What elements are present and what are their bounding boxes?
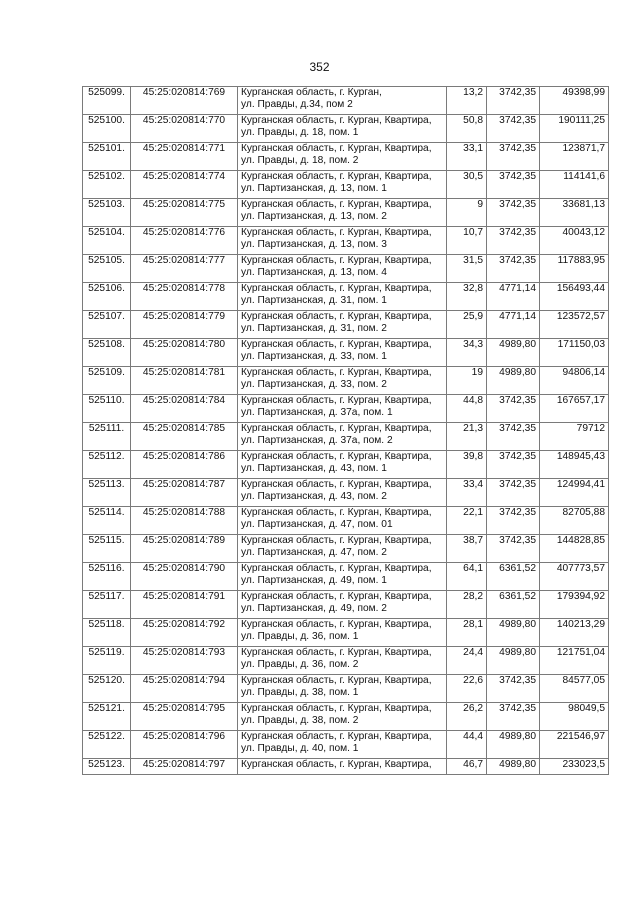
- table-row: [83, 227, 609, 255]
- area-cell: 24,4: [447, 647, 487, 675]
- cadastral-value-cell: 140213,29: [540, 619, 609, 647]
- cadastral-number-cell: 45:25:020814:796: [131, 731, 238, 759]
- rate-cell: 6361,52: [487, 591, 540, 619]
- table-row: [83, 283, 609, 311]
- row-number-cell: 525112.: [83, 451, 131, 479]
- cadastral-value-cell: 79712: [540, 423, 609, 451]
- address-cell: [238, 759, 447, 775]
- table-row: [83, 619, 609, 647]
- area-cell: 44,4: [447, 731, 487, 759]
- address-line-1: Курганская область, г. Курган, Квартира,: [241, 423, 432, 434]
- row-number-cell: 525120.: [83, 675, 131, 703]
- cadastral-number-cell: 45:25:020814:795: [131, 703, 238, 731]
- cadastral-value-cell: 84577,05: [540, 675, 609, 703]
- rate-cell: 3742,35: [487, 479, 540, 507]
- cadastral-number-cell: 45:25:020814:791: [131, 591, 238, 619]
- cadastral-number-cell: 45:25:020814:787: [131, 479, 238, 507]
- table-row: [83, 675, 609, 703]
- cadastral-value-cell: 82705,88: [540, 507, 609, 535]
- address-line-2: ул. Правды, д. 40, пом. 1: [241, 743, 359, 754]
- address-line-1: Курганская область, г. Курган, Квартира,: [241, 535, 432, 546]
- area-cell: 25,9: [447, 311, 487, 339]
- rate-cell: 4771,14: [487, 311, 540, 339]
- area-cell: 33,1: [447, 143, 487, 171]
- cadastral-value-cell: 190111,25: [540, 115, 609, 143]
- rate-cell: 3742,35: [487, 171, 540, 199]
- address-cell: [238, 479, 447, 507]
- cadastral-value-cell: 33681,13: [540, 199, 609, 227]
- cadastral-number-cell: 45:25:020814:770: [131, 115, 238, 143]
- address-line-2: ул. Правды, д. 18, пом. 1: [241, 127, 359, 138]
- area-cell: 32,8: [447, 283, 487, 311]
- address-line-1: Курганская область, г. Курган, Квартира,: [241, 143, 432, 154]
- address-line-2: ул. Партизанская, д. 13, пом. 3: [241, 239, 387, 250]
- rate-cell: 3742,35: [487, 227, 540, 255]
- table-row: [83, 87, 609, 115]
- cadastral-value-cell: 123572,57: [540, 311, 609, 339]
- table-row: [83, 479, 609, 507]
- rate-cell: 3742,35: [487, 115, 540, 143]
- row-number-cell: 525107.: [83, 311, 131, 339]
- address-cell: [238, 591, 447, 619]
- cadastral-value-cell: 144828,85: [540, 535, 609, 563]
- cadastral-number-cell: 45:25:020814:778: [131, 283, 238, 311]
- rate-cell: 4989,80: [487, 731, 540, 759]
- cadastral-number-cell: 45:25:020814:794: [131, 675, 238, 703]
- row-number-cell: 525100.: [83, 115, 131, 143]
- address-line-1: Курганская область, г. Курган, Квартира,: [241, 675, 432, 686]
- rate-cell: 6361,52: [487, 563, 540, 591]
- address-cell: [238, 703, 447, 731]
- rate-cell: 3742,35: [487, 451, 540, 479]
- cadastral-number-cell: 45:25:020814:789: [131, 535, 238, 563]
- row-number-cell: 525108.: [83, 339, 131, 367]
- rate-cell: 4989,80: [487, 367, 540, 395]
- row-number-cell: 525117.: [83, 591, 131, 619]
- row-number-cell: 525105.: [83, 255, 131, 283]
- rate-cell: 3742,35: [487, 143, 540, 171]
- address-cell: [238, 423, 447, 451]
- cadastral-number-cell: 45:25:020814:781: [131, 367, 238, 395]
- address-line-1: Курганская область, г. Курган, Квартира,: [241, 563, 432, 574]
- area-cell: 19: [447, 367, 487, 395]
- row-number-cell: 525111.: [83, 423, 131, 451]
- row-number-cell: 525115.: [83, 535, 131, 563]
- address-cell: [238, 507, 447, 535]
- address-line-2: ул. Правды, д. 18, пом. 2: [241, 155, 359, 166]
- cadastral-value-cell: 40043,12: [540, 227, 609, 255]
- row-number-cell: 525103.: [83, 199, 131, 227]
- table-row: [83, 395, 609, 423]
- cadastral-number-cell: 45:25:020814:771: [131, 143, 238, 171]
- address-line-2: ул. Правды, д. 36, пом. 2: [241, 659, 359, 670]
- cadastral-number-cell: 45:25:020814:790: [131, 563, 238, 591]
- address-cell: [238, 731, 447, 759]
- address-line-1: Курганская область, г. Курган, Квартира,: [241, 731, 432, 742]
- address-line-2: ул. Партизанская, д. 43, пом. 2: [241, 491, 387, 502]
- area-cell: 10,7: [447, 227, 487, 255]
- address-cell: [238, 619, 447, 647]
- address-line-2: ул. Партизанская, д. 33, пом. 2: [241, 379, 387, 390]
- cadastral-number-cell: 45:25:020814:797: [131, 759, 238, 775]
- cadastral-number-cell: 45:25:020814:788: [131, 507, 238, 535]
- address-cell: [238, 451, 447, 479]
- address-line-1: Курганская область, г. Курган, Квартира,: [241, 759, 432, 770]
- table-row: [83, 731, 609, 759]
- address-cell: [238, 563, 447, 591]
- row-number-cell: 525116.: [83, 563, 131, 591]
- address-cell: [238, 227, 447, 255]
- cadastral-number-cell: 45:25:020814:785: [131, 423, 238, 451]
- cadastral-number-cell: 45:25:020814:784: [131, 395, 238, 423]
- address-cell: [238, 367, 447, 395]
- address-line-2: ул. Правды, д. 38, пом. 2: [241, 715, 359, 726]
- table-row: [83, 535, 609, 563]
- cadastral-number-cell: 45:25:020814:792: [131, 619, 238, 647]
- table-body: [83, 87, 609, 775]
- rate-cell: 3742,35: [487, 87, 540, 115]
- row-number-cell: 525099.: [83, 87, 131, 115]
- area-cell: 9: [447, 199, 487, 227]
- rate-cell: 3742,35: [487, 199, 540, 227]
- table-row: [83, 311, 609, 339]
- area-cell: 30,5: [447, 171, 487, 199]
- address-cell: [238, 395, 447, 423]
- area-cell: 28,2: [447, 591, 487, 619]
- table-row: [83, 255, 609, 283]
- cadastral-value-cell: 123871,7: [540, 143, 609, 171]
- cadastral-number-cell: 45:25:020814:777: [131, 255, 238, 283]
- cadastral-value-cell: 221546,97: [540, 731, 609, 759]
- row-number-cell: 525113.: [83, 479, 131, 507]
- address-cell: [238, 87, 447, 115]
- area-cell: 26,2: [447, 703, 487, 731]
- address-line-2: ул. Партизанская, д. 49, пом. 2: [241, 603, 387, 614]
- address-line-1: Курганская область, г. Курган,: [241, 87, 382, 98]
- address-cell: [238, 339, 447, 367]
- page-number: 352: [309, 60, 330, 74]
- address-cell: [238, 171, 447, 199]
- table-row: [83, 759, 609, 775]
- table-row: [83, 507, 609, 535]
- row-number-cell: 525119.: [83, 647, 131, 675]
- address-line-1: Курганская область, г. Курган, Квартира,: [241, 311, 432, 322]
- table-row: [83, 115, 609, 143]
- address-line-2: ул. Партизанская, д. 47, пом. 01: [241, 519, 393, 530]
- area-cell: 50,8: [447, 115, 487, 143]
- address-line-1: Курганская область, г. Курган, Квартира,: [241, 479, 432, 490]
- address-line-1: Курганская область, г. Курган, Квартира,: [241, 227, 432, 238]
- table-row: [83, 143, 609, 171]
- row-number-cell: 525122.: [83, 731, 131, 759]
- rate-cell: 4989,80: [487, 647, 540, 675]
- cadastral-number-cell: 45:25:020814:776: [131, 227, 238, 255]
- address-line-2: ул. Партизанская, д. 31, пом. 1: [241, 295, 387, 306]
- cadastral-number-cell: 45:25:020814:769: [131, 87, 238, 115]
- address-line-1: Курганская область, г. Курган, Квартира,: [241, 339, 432, 350]
- address-line-1: Курганская область, г. Курган, Квартира,: [241, 395, 432, 406]
- row-number-cell: 525118.: [83, 619, 131, 647]
- cadastral-value-cell: 167657,17: [540, 395, 609, 423]
- address-line-2: ул. Партизанская, д. 37а, пом. 1: [241, 407, 393, 418]
- address-cell: [238, 647, 447, 675]
- property-table: [82, 86, 609, 775]
- address-line-2: ул. Правды, д.34, пом 2: [241, 99, 353, 110]
- address-line-1: Курганская область, г. Курган, Квартира,: [241, 283, 432, 294]
- address-line-2: ул. Партизанская, д. 43, пом. 1: [241, 463, 387, 474]
- rate-cell: 4771,14: [487, 283, 540, 311]
- cadastral-number-cell: 45:25:020814:779: [131, 311, 238, 339]
- address-cell: [238, 311, 447, 339]
- area-cell: 31,5: [447, 255, 487, 283]
- row-number-cell: 525121.: [83, 703, 131, 731]
- cadastral-value-cell: 171150,03: [540, 339, 609, 367]
- address-cell: [238, 535, 447, 563]
- cadastral-number-cell: 45:25:020814:774: [131, 171, 238, 199]
- cadastral-value-cell: 124994,41: [540, 479, 609, 507]
- area-cell: 34,3: [447, 339, 487, 367]
- cadastral-value-cell: 114141,6: [540, 171, 609, 199]
- rate-cell: 3742,35: [487, 423, 540, 451]
- rate-cell: 3742,35: [487, 675, 540, 703]
- table-row: [83, 647, 609, 675]
- row-number-cell: 525123.: [83, 759, 131, 775]
- cadastral-value-cell: 179394,92: [540, 591, 609, 619]
- address-cell: [238, 143, 447, 171]
- table-row: [83, 591, 609, 619]
- row-number-cell: 525106.: [83, 283, 131, 311]
- address-line-1: Курганская область, г. Курган, Квартира,: [241, 255, 432, 266]
- area-cell: 13,2: [447, 87, 487, 115]
- cadastral-value-cell: 233023,5: [540, 759, 609, 775]
- address-line-1: Курганская область, г. Курган, Квартира,: [241, 367, 432, 378]
- address-line-1: Курганская область, г. Курган, Квартира,: [241, 451, 432, 462]
- cadastral-value-cell: 121751,04: [540, 647, 609, 675]
- row-number-cell: 525104.: [83, 227, 131, 255]
- rate-cell: 4989,80: [487, 619, 540, 647]
- address-line-2: ул. Правды, д. 36, пом. 1: [241, 631, 359, 642]
- address-cell: [238, 283, 447, 311]
- address-line-2: ул. Правды, д. 38, пом. 1: [241, 687, 359, 698]
- cadastral-value-cell: 98049,5: [540, 703, 609, 731]
- table-row: [83, 199, 609, 227]
- address-cell: [238, 255, 447, 283]
- address-line-2: ул. Партизанская, д. 13, пом. 2: [241, 211, 387, 222]
- address-line-2: ул. Партизанская, д. 31, пом. 2: [241, 323, 387, 334]
- address-line-1: Курганская область, г. Курган, Квартира,: [241, 619, 432, 630]
- address-line-2: ул. Партизанская, д. 33, пом. 1: [241, 351, 387, 362]
- cadastral-number-cell: 45:25:020814:793: [131, 647, 238, 675]
- cadastral-value-cell: 148945,43: [540, 451, 609, 479]
- cadastral-number-cell: 45:25:020814:775: [131, 199, 238, 227]
- rate-cell: 4989,80: [487, 339, 540, 367]
- table-row: [83, 367, 609, 395]
- area-cell: 38,7: [447, 535, 487, 563]
- cadastral-value-cell: 94806,14: [540, 367, 609, 395]
- row-number-cell: 525110.: [83, 395, 131, 423]
- cadastral-value-cell: 49398,99: [540, 87, 609, 115]
- address-cell: [238, 115, 447, 143]
- row-number-cell: 525114.: [83, 507, 131, 535]
- table-row: [83, 451, 609, 479]
- cadastral-number-cell: 45:25:020814:780: [131, 339, 238, 367]
- table-row: [83, 563, 609, 591]
- rate-cell: 3742,35: [487, 703, 540, 731]
- address-line-2: ул. Партизанская, д. 49, пом. 1: [241, 575, 387, 586]
- address-line-2: ул. Партизанская, д. 13, пом. 4: [241, 267, 387, 278]
- rate-cell: 3742,35: [487, 395, 540, 423]
- row-number-cell: 525109.: [83, 367, 131, 395]
- address-line-1: Курганская область, г. Курган, Квартира,: [241, 507, 432, 518]
- address-line-1: Курганская область, г. Курган, Квартира,: [241, 115, 432, 126]
- area-cell: 28,1: [447, 619, 487, 647]
- cadastral-value-cell: 407773,57: [540, 563, 609, 591]
- address-line-1: Курганская область, г. Курган, Квартира,: [241, 647, 432, 658]
- area-cell: 33,4: [447, 479, 487, 507]
- address-cell: [238, 199, 447, 227]
- area-cell: 39,8: [447, 451, 487, 479]
- rate-cell: 3742,35: [487, 255, 540, 283]
- address-line-2: ул. Партизанская, д. 37а, пом. 2: [241, 435, 393, 446]
- address-line-1: Курганская область, г. Курган, Квартира,: [241, 199, 432, 210]
- table-row: [83, 703, 609, 731]
- area-cell: 22,1: [447, 507, 487, 535]
- address-line-1: Курганская область, г. Курган, Квартира,: [241, 703, 432, 714]
- address-line-2: ул. Партизанская, д. 13, пом. 1: [241, 183, 387, 194]
- table-row: [83, 423, 609, 451]
- rate-cell: 3742,35: [487, 535, 540, 563]
- address-line-2: ул. Партизанская, д. 47, пом. 2: [241, 547, 387, 558]
- rate-cell: 3742,35: [487, 507, 540, 535]
- area-cell: 22,6: [447, 675, 487, 703]
- area-cell: 46,7: [447, 759, 487, 775]
- address-line-1: Курганская область, г. Курган, Квартира,: [241, 171, 432, 182]
- row-number-cell: 525101.: [83, 143, 131, 171]
- table-row: [83, 339, 609, 367]
- address-cell: [238, 675, 447, 703]
- rate-cell: 4989,80: [487, 759, 540, 775]
- address-line-1: Курганская область, г. Курган, Квартира,: [241, 591, 432, 602]
- area-cell: 44,8: [447, 395, 487, 423]
- area-cell: 21,3: [447, 423, 487, 451]
- cadastral-number-cell: 45:25:020814:786: [131, 451, 238, 479]
- cadastral-value-cell: 156493,44: [540, 283, 609, 311]
- table-row: [83, 171, 609, 199]
- row-number-cell: 525102.: [83, 171, 131, 199]
- cadastral-value-cell: 117883,95: [540, 255, 609, 283]
- area-cell: 64,1: [447, 563, 487, 591]
